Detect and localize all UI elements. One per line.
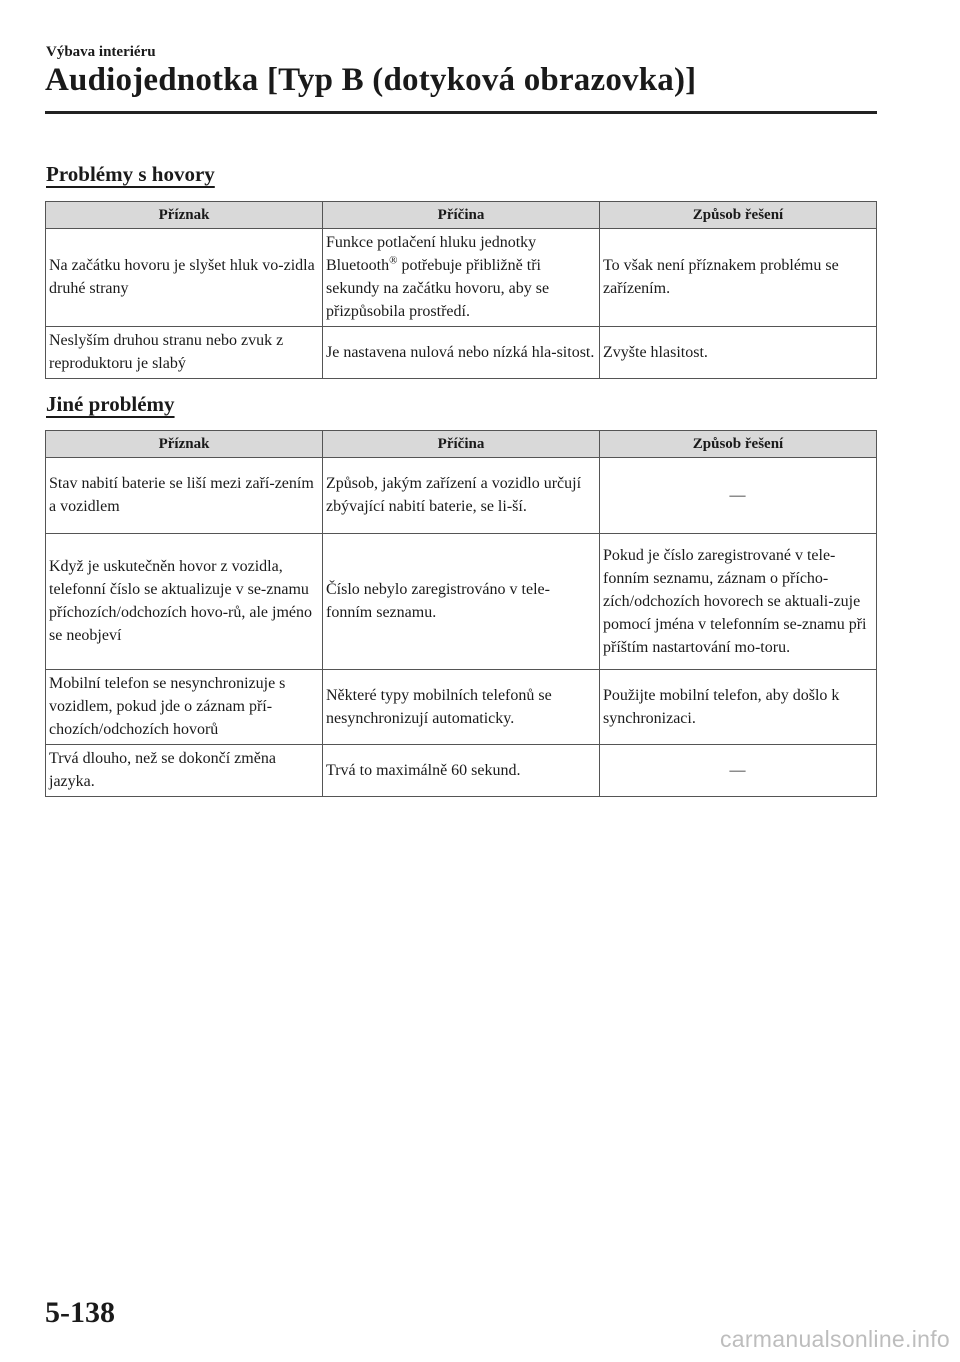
heading-call-problems: Problémy s hovory [46,162,215,186]
cause-cell: Některé typy mobilních telefonů se nesynchronizují automaticky. [323,670,600,745]
section-label: Výbava interiéru [46,44,156,60]
cause-text-continued: potřebuje přibližně tři sekundy na začátku hovoru, aby se přizpůsobila prostředí. [326,257,550,320]
column-header-cause: Příčina [323,202,600,229]
cause-cell: Je nastavena nulová nebo nízká hla-sitost. [323,327,600,379]
column-header-solution: Způsob řešení [600,431,877,458]
table-header-row [46,431,877,458]
symptom-cell: Neslyším druhou stranu nebo zvuk z reproduktoru je slabý [46,327,323,379]
heading-other-problems: Jiné problémy [46,392,175,416]
table-row [46,534,877,670]
solution-cell: Zvyšte hlasitost. [600,327,877,379]
table-row [46,670,877,745]
cause-cell: Trvá to maximálně 60 sekund. [323,745,600,797]
symptom-cell: Když je uskutečněn hovor z vozidla, telefonní číslo se aktualizuje v se-znamu příchozích/odchozích hovo-rů, ale jméno se neobjeví [46,534,323,670]
solution-cell: Pokud je číslo zaregistrované v tele-fonním seznamu, záznam o přícho-zích/odchozích hovorech se aktuali-zuje pomocí jména v telefonním se-znamu při příštím nastartování mo-toru. [600,534,877,670]
solution-cell: — [600,745,877,797]
table-row [46,229,877,327]
symptom-cell: Stav nabití baterie se liší mezi zaří-zením a vozidlem [46,458,323,534]
solution-cell: — [600,458,877,534]
title-divider [45,111,877,114]
registered-mark: ® [389,254,398,267]
column-header-cause: Příčina [323,431,600,458]
column-header-symptom: Příznak [46,202,323,229]
cause-cell [323,229,600,327]
page-title: Audiojednotka [Typ B (dotyková obrazovka)] [45,62,697,98]
solution-cell: Použijte mobilní telefon, aby došlo k synchronizaci. [600,670,877,745]
solution-cell: To však není příznakem problému se zařízením. [600,229,877,327]
symptom-cell: Na začátku hovoru je slyšet hluk vo-zidla druhé strany [46,229,323,327]
table-row [46,458,877,534]
cause-cell: Způsob, jakým zařízení a vozidlo určují zbývající nabití baterie, se li-ší. [323,458,600,534]
page-number: 5-138 [45,1296,115,1329]
symptom-cell: Mobilní telefon se nesynchronizuje s vozidlem, pokud jde o záznam pří-chozích/odchozích hovorů [46,670,323,745]
table-header-row [46,202,877,229]
call-problems-table [45,201,877,379]
symptom-cell: Trvá dlouho, než se dokončí změna jazyka. [46,745,323,797]
other-problems-table [45,430,877,797]
cause-cell: Číslo nebylo zaregistrováno v tele-fonním seznamu. [323,534,600,670]
cause-text: Funkce potlačení hluku jednotky Bluetooth [326,234,537,274]
column-header-solution: Způsob řešení [600,202,877,229]
table-row [46,745,877,797]
column-header-symptom: Příznak [46,431,323,458]
watermark: carmanualsonline.info [719,1326,950,1352]
table-row [46,327,877,379]
